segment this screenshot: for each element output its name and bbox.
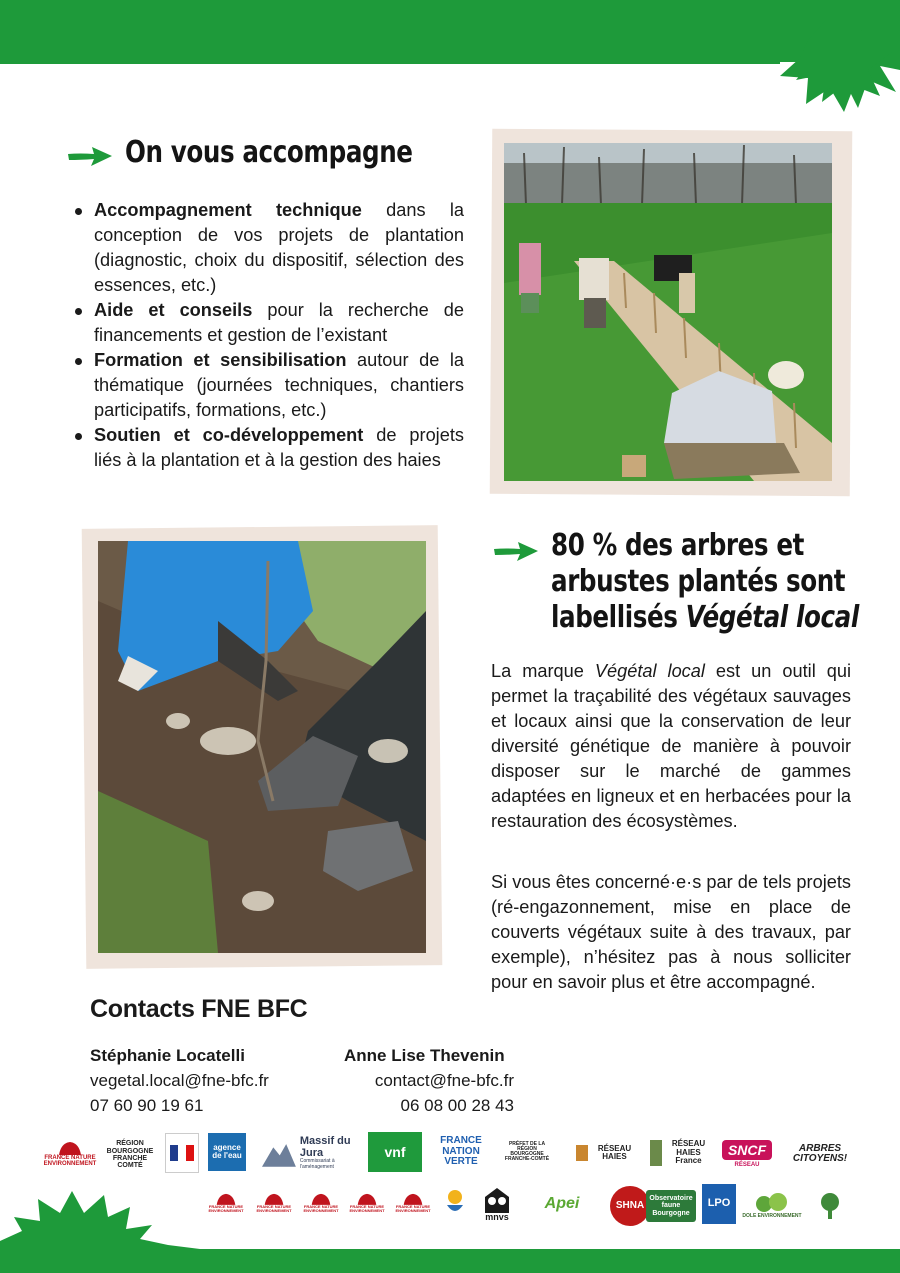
fne-partner-logo <box>393 1186 433 1220</box>
list-item <box>72 423 464 473</box>
contact-phone[interactable]: 06 08 00 28 43 <box>400 1096 514 1115</box>
logo-text: RÉGION BOURGOGNE FRANCHE COMTÉ <box>106 1140 154 1170</box>
logo-text: LPO <box>707 1197 731 1210</box>
contact-email[interactable]: contact@fne-bfc.fr <box>374 1071 514 1090</box>
contact-email[interactable]: vegetal.local@fne-bfc.fr <box>90 1071 269 1090</box>
logo-text: FRANCE NATION VERTE <box>440 1135 482 1168</box>
contact-card <box>90 1043 269 1118</box>
prefet-region-logo <box>502 1134 552 1170</box>
hedgehog-icon <box>57 1141 83 1155</box>
title-line <box>551 600 863 636</box>
logo-text: vnf <box>384 1143 406 1160</box>
contact-invitation: Si vous êtes concerné·e·s par de tels projets (ré-engazonnement, mise en place de couverts végétaux suite à des travaux, par exemple), n’hésitez pas à nous solliciter pour en savoir plus et être accompagné. <box>491 872 851 992</box>
reseau-haies-bfc-logo <box>576 1136 638 1170</box>
services-list <box>72 198 464 473</box>
logo-text: FRANCE NATURE ENVIRONNEMENT <box>256 1203 292 1213</box>
observatoire-faune-logo <box>646 1190 696 1222</box>
item-text: autour de la thématique (journées techniques, chantiers participatifs, formations, etc.) <box>94 350 464 420</box>
hands-planting-photo <box>98 541 426 953</box>
logo-subtext: Commissariat à l'aménagement <box>299 1158 335 1170</box>
item-bold: Aide et conseils <box>94 300 253 320</box>
hedgehog-icon <box>263 1193 285 1205</box>
tree-logo <box>816 1188 844 1224</box>
leaves-icon <box>752 1192 792 1214</box>
bird-icon <box>443 1187 467 1221</box>
contact-name: Anne Lise Thevenin <box>344 1046 505 1065</box>
title-italic: Végétal local <box>685 600 859 635</box>
logo-text: SHNA <box>615 1199 645 1211</box>
logo-text: PRÉFET DE LA RÉGION BOURGOGNE FRANCHE-COMTÉ <box>504 1140 550 1163</box>
lpo-logo <box>702 1184 736 1224</box>
item-text: pour la recherche de financements et gestion de l’existant <box>94 300 464 345</box>
item-bold: Accompagnement technique <box>94 200 362 220</box>
contact-phone[interactable]: 07 60 90 19 61 <box>90 1096 204 1115</box>
hedge-planting-photo <box>504 143 832 481</box>
fne-partner-logo <box>301 1186 341 1220</box>
logo-text: RÉSEAU HAIES France <box>650 1140 712 1165</box>
logo-text: Observatoire faune Bourgogne <box>649 1194 693 1217</box>
top-green-band <box>0 0 900 120</box>
section-title-accompagnement: On vous accompagne <box>125 135 413 170</box>
logo-text: SNCF <box>722 1140 772 1161</box>
massif-jura-logo <box>262 1133 362 1173</box>
vegetal-local-description <box>491 659 851 834</box>
arrow-icon <box>492 539 540 563</box>
fne-partner-logo <box>347 1186 387 1220</box>
item-text: de projets liés à la plantation et à la gestion des haies <box>94 425 464 470</box>
tree-icon <box>819 1191 841 1221</box>
hedgehog-icon <box>215 1193 237 1205</box>
fne-partner-logo <box>254 1186 294 1220</box>
list-item <box>72 348 464 423</box>
paragraph-text: est un outil qui permet la traçabilité des végétaux sauvages et locaux ainsi que la conservation de leur diversité génétique de manière à pouvoir disposer sur le marché de gammes adaptées en ligneux et en herbacées pour la restauration des écosystèmes. <box>491 661 851 831</box>
mountain-icon <box>262 1136 296 1170</box>
item-text: dans la conception de vos projets de plantation (diagnostic, choix du dispositif, sélection des essences, etc.) <box>94 200 465 295</box>
hedgehog-icon <box>402 1193 424 1205</box>
logo-text: DOLE ENVIRONNEMENT <box>742 1213 802 1220</box>
hedgehog-icon <box>356 1193 378 1205</box>
logo-text: FRANCE NATURE ENVIRONNEMENT <box>395 1203 431 1213</box>
title-text: labellisés <box>551 600 686 635</box>
shna-logo <box>610 1186 650 1226</box>
item-bold: Soutien et co-développement <box>94 425 364 445</box>
agence-eau-logo <box>208 1133 246 1171</box>
logo-text: RÉSEAU HAIES <box>576 1145 638 1162</box>
fne-partner-logo <box>206 1186 246 1220</box>
logo-text: agence de l'eau <box>212 1142 242 1160</box>
vnf-logo <box>368 1132 422 1172</box>
paragraph-italic: Végétal local <box>594 661 705 681</box>
logo-text: Massif du Jura <box>299 1135 351 1159</box>
logo-text: FRANCE NATURE ENVIRONNEMENT <box>303 1203 339 1213</box>
title-line: arbustes plantés sont <box>551 564 846 599</box>
apei-logo <box>522 1184 602 1224</box>
prefet-logo <box>165 1133 199 1173</box>
mnvs-logo <box>478 1183 516 1227</box>
owl-icon <box>482 1187 512 1213</box>
fne-bfc-logo <box>43 1133 97 1175</box>
logo-text: FRANCE NATURE ENVIRONNEMENT <box>349 1203 385 1213</box>
title-line: 80 % des arbres et <box>551 528 804 563</box>
arbres-citoyens-logo <box>788 1136 852 1172</box>
arrow-icon <box>66 144 114 168</box>
sncf-reseau-logo <box>718 1132 776 1176</box>
region-bfc-logo <box>102 1135 158 1175</box>
logo-subtext: RÉSEAU <box>734 1162 760 1169</box>
reseau-haies-france-logo <box>650 1136 712 1170</box>
bird-logo <box>440 1184 470 1224</box>
list-item <box>72 198 464 298</box>
logo-text: mnvs <box>485 1212 509 1223</box>
logo-text: FRANCE NATURE ENVIRONNEMENT <box>43 1154 97 1167</box>
item-bold: Formation et sensibilisation <box>94 350 347 370</box>
france-nation-verte-logo <box>430 1132 492 1172</box>
paragraph-text: La marque <box>491 661 595 681</box>
list-item <box>72 298 464 348</box>
contact-card <box>344 1043 514 1118</box>
section-title-vegetal-local <box>551 528 863 636</box>
french-flag-icon <box>170 1145 194 1161</box>
logo-text: ARBRES CITOYENS! <box>792 1142 848 1164</box>
contact-name: Stéphanie Locatelli <box>90 1046 245 1065</box>
logo-text: FRANCE NATURE ENVIRONNEMENT <box>208 1203 244 1213</box>
contacts-title: Contacts FNE BFC <box>90 995 308 1023</box>
logo-text: Apei <box>544 1194 580 1212</box>
dole-environnement-logo <box>742 1186 802 1226</box>
hedgehog-icon <box>310 1193 332 1205</box>
